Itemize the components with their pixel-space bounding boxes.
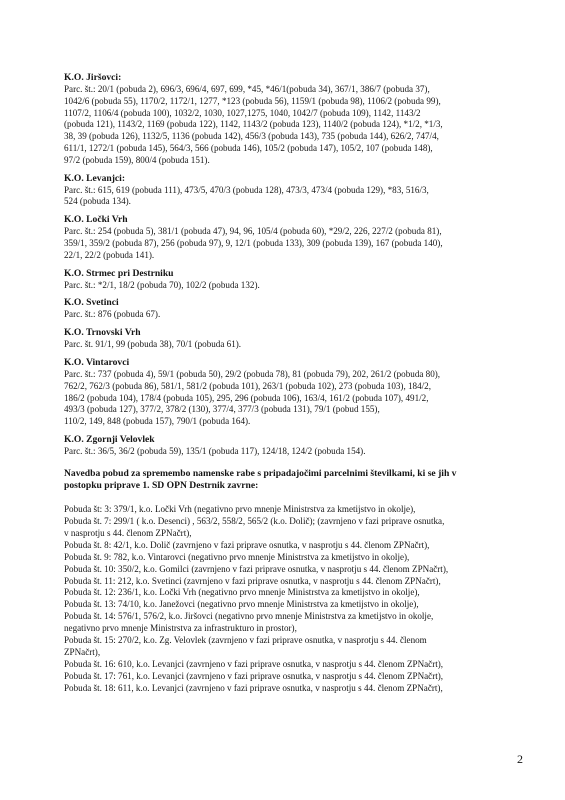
section-heading: K.O. Levanjci:	[64, 172, 126, 184]
text-line: Parc. št.: 254 (pobuda 5), 381/1 (pobuda 47), 94, 96, 105/4 (pobuda 60), *29/2, 226, 227/2 (pobuda 81),	[64, 226, 442, 237]
text-line: Parc. št.: 876 (pobuda 67).	[64, 309, 161, 320]
text-line: 493/3 (pobuda 127), 377/2, 378/2 (130), 377/4, 377/3 (pobuda 131), 79/1 (pobud 155),	[64, 404, 380, 415]
section-heading: K.O. Ločki Vrh	[64, 214, 128, 226]
list-item: Pobuda št. 15: 270/2, k.o. Zg. Velovlek (zavrnjeno v fazi priprave osnutka, v nasprotju s 44. členom	[64, 635, 427, 646]
section-heading: K.O. Zgornji Velovlek	[64, 433, 155, 445]
list-item: Pobuda št: 3: 379/1, k.o. Ločki Vrh (negativno prvo mnenje Ministrstva za kmetijstvo in okolje),	[64, 504, 416, 515]
section-heading: K.O. Vintarovci	[64, 356, 130, 368]
text-line: Parc. št.: 36/5, 36/2 (pobuda 59), 135/1 (pobuda 117), 124/18, 124/2 (pobuda 154).	[64, 445, 366, 456]
list-item: Pobuda št. 12: 236/1, k.o. Ločki Vrh (negativno prvo mnenje Ministrstva za kmetijstvo in okolje),	[64, 587, 420, 598]
text-line: 762/2, 762/3 (pobuda 86), 581/1, 581/2 (pobuda 101), 263/1 (pobuda 102), 273 (pobuda 103), 184/2,	[64, 380, 431, 391]
text-line: 38, 39 (pobuda 126), 1132/5, 1136 (pobuda 142), 456/3 (pobuda 143), 735 (pobuda 144), 626/2, 747/4,	[64, 131, 439, 142]
list-item: ZPNačrt),	[64, 647, 101, 658]
section-zgornji-velovlek	[64, 434, 524, 458]
text-line: Parc. št.: 20/1 (pobuda 2), 696/3, 696/4, 697, 699, *45, *46/1(pobuda 34), 367/1, 386/7 (pobuda 37),	[64, 84, 430, 94]
section-locki-vrh	[64, 214, 524, 261]
list-item: Pobuda št. 18: 611, k.o. Levanjci (zavrnjeno v fazi priprave osnutka, v nasprotju s 44. členom ZPNačrt),	[64, 682, 443, 693]
section-text	[64, 84, 524, 167]
list-item: Pobuda št. 11: 212, k.o. Svetinci (zavrnjeno v fazi priprave osnutka, v nasprotju s 44. členom ZPNačrt),	[64, 575, 441, 586]
section-vintarovci	[64, 357, 524, 428]
section-text	[64, 226, 524, 261]
list-item: Pobuda št. 13: 74/10, k.o. Janežovci (negativno prvo mnenje Ministrstva za kmetijstvo in okolje),	[64, 599, 419, 610]
text-line: 1042/6 (pobuda 55), 1170/2, 1172/1, 1277, *123 (pobuda 56), 1159/1 (pobuda 98), 1106/2 (pobuda 99),	[64, 95, 441, 106]
section-trnovski-vrh	[64, 327, 524, 351]
text-line: 524 (pobuda 134).	[64, 196, 131, 207]
text-line: 22/1, 22/2 (pobuda 141).	[64, 249, 155, 260]
list-item: negativno prvo mnenje Ministrstva za infrastrukturo in prostor),	[64, 623, 297, 634]
heading-line: postopku priprave 1. SD OPN Destrnik zavrne:	[64, 479, 259, 491]
section-svetinci	[64, 297, 524, 321]
text-line: 359/1, 359/2 (pobuda 87), 256 (pobuda 97), 9, 12/1 (pobuda 133), 309 (pobuda 139), 167 (pobuda 140),	[64, 237, 443, 248]
list-item: Pobuda št. 16: 610, k.o. Levanjci (zavrnjeno v fazi priprave osnutka, v nasprotju s 44. členom ZPNačrt),	[64, 658, 444, 669]
list-item: v nasprotju s 44. členom ZPNačrt),	[64, 527, 192, 538]
section-text	[64, 369, 524, 428]
text-line: 611/1, 1272/1 (pobuda 145), 564/3, 566 (pobuda 146), 105/2 (pobuda 147), 105/2, 107 (pobuda 148),	[64, 142, 433, 153]
text-line: 1107/2, 1106/4 (pobuda 100), 1032/2, 1030, 1027,1275, 1040, 1042/7 (pobuda 109), 1142, 1143/2	[64, 107, 421, 118]
section-levanjci	[64, 173, 524, 209]
section-text	[64, 185, 524, 209]
text-line: 97/2 (pobuda 159), 800/4 (pobuda 151).	[64, 154, 210, 165]
section-jirsovci	[64, 72, 524, 167]
list-item: Pobuda št. 8: 42/1, k.o. Dolič (zavrnjeno v fazi priprave osnutka, v nasprotju s 44. členom ZPNačrt),	[64, 539, 430, 550]
section-heading: K.O. Trnovski Vrh	[64, 327, 141, 339]
heading-line: Navedba pobud za spremembo namenske rabe s pripadajočimi parcelnimi številkami, ki se jih v	[64, 467, 457, 479]
list-item: Pobuda št. 7: 299/1 ( k.o. Desenci) , 563/2, 558/2, 565/2 (k.o. Dolič); (zavrnjeno v fazi priprave osnutka,	[64, 516, 445, 527]
section-text	[64, 309, 524, 321]
section-heading: K.O. Jiršovci:	[64, 72, 122, 83]
section-heading: K.O. Strmec pri Destrniku	[64, 267, 174, 279]
page-number: 2	[517, 752, 523, 766]
rejected-proposals-heading	[64, 468, 524, 492]
list-item: Pobuda št. 10: 350/2, k.o. Gomilci (zavrnjeno v fazi priprave osnutka, v nasprotju s 44. členom ZPNačrt),	[64, 563, 449, 574]
text-line: 186/2 (pobuda 104), 178/4 (pobuda 105), 295, 296 (pobuda 106), 163/4, 161/2 (pobuda 107), 491/2,	[64, 392, 429, 403]
section-text	[64, 446, 524, 458]
section-strmec	[64, 268, 524, 292]
text-line: Parc. št. 91/1, 99 (pobuda 38), 70/1 (pobuda 61).	[64, 339, 242, 350]
text-line: Parc. št.: *2/1, 18/2 (pobuda 70), 102/2 (pobuda 132).	[64, 279, 260, 290]
section-text	[64, 339, 524, 351]
text-line: 110/2, 149, 848 (pobuda 157), 790/1 (pobuda 164).	[64, 416, 251, 427]
section-text	[64, 280, 524, 292]
list-item: Pobuda št. 14: 576/1, 576/2, k.o. Jiršovci (negativno prvo mnenje Ministrstva za kmetijstvo in okolje,	[64, 611, 434, 622]
list-item: Pobuda št. 9: 782, k.o. Vintarovci (negativno prvo mnenje Ministrstva za kmetijstvo in okolje),	[64, 551, 410, 562]
document-content	[64, 70, 524, 695]
text-line: Parc. št.: 737 (pobuda 4), 59/1 (pobuda 50), 29/2 (pobuda 78), 81 (pobuda 79), 202, 261/2 (pobuda 80),	[64, 368, 441, 379]
list-item: Pobuda št. 17: 761, k.o. Levanjci (zavrnjeno v fazi priprave osnutka, v nasprotju s 44. členom ZPNačrt),	[64, 670, 444, 681]
section-heading: K.O. Svetinci	[64, 297, 119, 309]
rejected-proposals-list	[64, 504, 524, 695]
text-line: (pobuda 121), 1143/2, 1169 (pobuda 122), 1142, 1143/2 (pobuda 123), 1140/2 (pobuda 124), *1/2, *1/3,	[64, 119, 443, 130]
text-line: Parc. št.: 615, 619 (pobuda 111), 473/5, 470/3 (pobuda 128), 473/3, 473/4 (pobuda 129), *83, 516/3,	[64, 184, 429, 195]
